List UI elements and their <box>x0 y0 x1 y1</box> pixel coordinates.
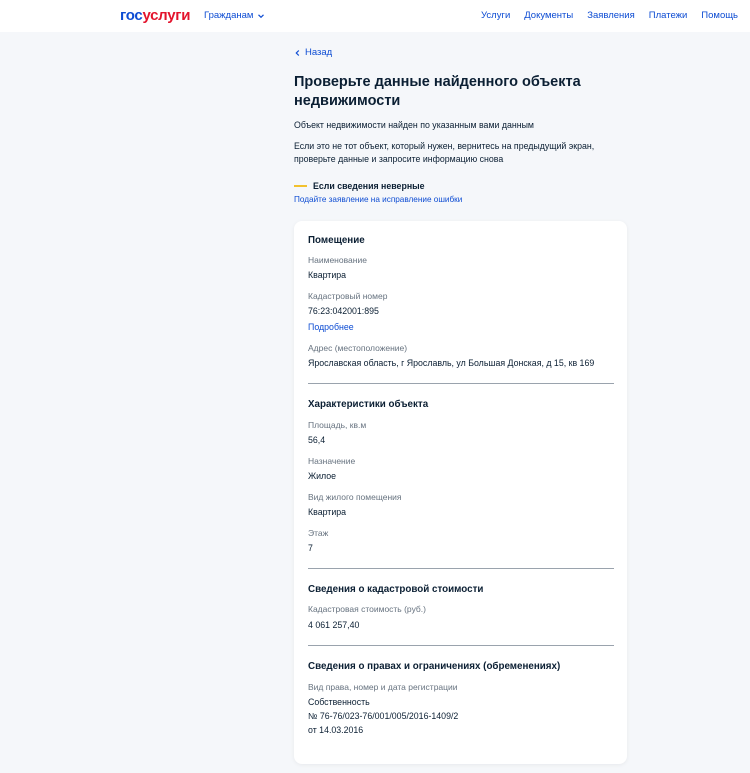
warning-title: Если сведения неверные <box>313 181 425 191</box>
warning-bar-icon <box>294 185 307 187</box>
object-card <box>294 221 627 764</box>
address-value: Ярославская область, г Ярославль, ул Большая Донская, д 15, кв 169 <box>308 358 595 368</box>
nav-services[interactable]: Услуги <box>481 10 511 21</box>
not-this-object-text: Если это не тот объект, который нужен, вернитесь на предыдущий экран, проверьте данные и запросите информацию снова <box>294 141 595 164</box>
premises-type-value: Квартира <box>308 507 347 517</box>
area-label: Площадь, кв.м <box>308 420 367 430</box>
rights-heading: Сведения о правах и ограничениях (обременениях) <box>308 661 561 672</box>
premises-heading: Помещение <box>308 235 365 246</box>
name-value: Квартира <box>308 270 347 280</box>
rights-number-value: № 76-76/023-76/001/005/2016-1409/2 <box>308 711 459 721</box>
cadastral-number-value: 76:23:042001:895 <box>308 306 379 316</box>
main-nav <box>481 10 738 21</box>
rights-date-value: от 14.03.2016 <box>308 725 364 735</box>
cadastral-cost-label: Кадастровая стоимость (руб.) <box>308 604 426 614</box>
area-value: 56,4 <box>308 435 326 445</box>
purpose-label: Назначение <box>308 456 356 466</box>
nav-documents[interactable]: Документы <box>524 10 574 21</box>
premises-type-label: Вид жилого помещения <box>308 492 402 502</box>
name-label: Наименование <box>308 255 367 265</box>
gosuslugi-logo[interactable]: госуслуги <box>120 7 191 24</box>
cadastral-cost-value: 4 061 257,40 <box>308 620 360 630</box>
address-label: Адрес (местоположение) <box>308 343 408 353</box>
divider <box>308 383 614 384</box>
divider <box>308 568 614 569</box>
rights-type-value: Собственность <box>308 697 370 707</box>
floor-label: Этаж <box>308 528 329 538</box>
divider <box>308 645 614 646</box>
cadastral-number-label: Кадастровый номер <box>308 291 388 301</box>
found-text: Объект недвижимости найден по указанным вами данным <box>294 120 534 130</box>
more-details-link[interactable]: Подробнее <box>308 322 354 332</box>
citizens-dropdown[interactable] <box>204 10 265 21</box>
nav-payments[interactable]: Платежи <box>648 10 688 21</box>
cadastral-cost-heading: Сведения о кадастровой стоимости <box>308 584 484 595</box>
page-title: Проверьте данные найденного объекта недвижимости <box>294 74 581 109</box>
purpose-value: Жилое <box>308 471 337 481</box>
citizens-dropdown-label: Гражданам <box>204 10 254 21</box>
characteristics-heading: Характеристики объекта <box>308 399 429 410</box>
floor-value: 7 <box>308 543 313 553</box>
nav-applications[interactable]: Заявления <box>587 10 635 21</box>
nav-help[interactable]: Помощь <box>701 10 738 21</box>
warning-block <box>294 181 425 191</box>
fix-error-link[interactable]: Подайте заявление на исправление ошибки <box>294 195 463 204</box>
rights-label: Вид права, номер и дата регистрации <box>308 682 458 692</box>
back-link-label: Назад <box>305 47 333 58</box>
top-header <box>0 0 750 32</box>
chevron-left-icon <box>294 49 301 57</box>
chevron-down-icon <box>257 12 265 20</box>
back-link[interactable] <box>294 47 332 58</box>
